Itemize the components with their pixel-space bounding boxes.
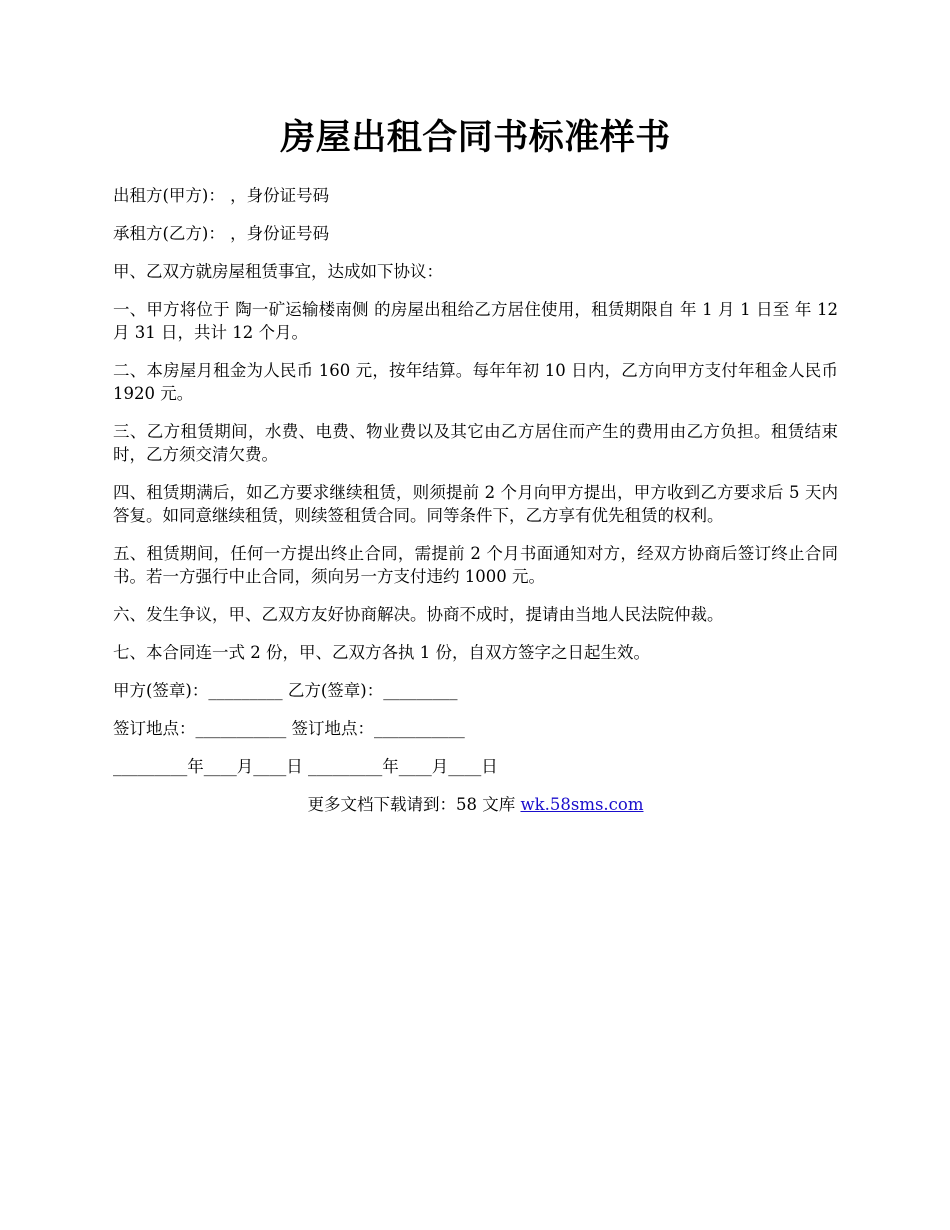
download-footer [113, 793, 838, 816]
footer-link[interactable]: wk.58sms.com [520, 795, 644, 814]
footer-text: 更多文档下载请到：58 文库 [307, 795, 521, 814]
party-a-line: 出租方(甲方)： ，身份证号码 [113, 186, 330, 205]
agreement-intro: 甲、乙双方就房屋租赁事宜，达成如下协议： [113, 262, 443, 281]
clause-7: 七、本合同连一式 2 份，甲、乙双方各执 1 份，自双方签字之日起生效。 [113, 643, 650, 662]
signing-location-line: 签订地点：___________ 签订地点：___________ [113, 719, 465, 738]
clause-4: 四、租赁期满后，如乙方要求继续租赁，则须提前 2 个月向甲方提出，甲方收到乙方要求后 5 天内答复。如同意继续租赁，则续签租赁合同。同等条件下，乙方享有优先租赁的权利。 [113, 483, 838, 525]
signing-date-line: _________年____月____日 _________年____月____日 [113, 757, 498, 776]
clause-6: 六、发生争议，甲、乙双方友好协商解决。协商不成时，提请由当地人民法院仲裁。 [113, 605, 724, 624]
clause-1: 一、甲方将位于 陶一矿运输楼南侧 的房屋出租给乙方居住使用，租赁期限自 年 1 月 1 日至 年 12 月 31 日，共计 12 个月。 [113, 300, 838, 342]
clause-5: 五、租赁期间，任何一方提出终止合同，需提前 2 个月书面通知对方，经双方协商后签订终止合同书。若一方强行中止合同，须向另一方支付违约 1000 元。 [113, 544, 838, 586]
signature-line: 甲方(签章)：_________ 乙方(签章)：_________ [113, 681, 458, 700]
party-b-line: 承租方(乙方)： ，身份证号码 [113, 224, 330, 243]
clause-2: 二、本房屋月租金为人民币 160 元，按年结算。每年年初 10 日内，乙方向甲方支付年租金人民币 1920 元。 [113, 361, 838, 403]
clause-3: 三、乙方租赁期间，水费、电费、物业费以及其它由乙方居住而产生的费用由乙方负担。租赁结束时，乙方须交清欠费。 [113, 422, 838, 464]
document-title: 房屋出租合同书标准样书 [280, 117, 671, 158]
